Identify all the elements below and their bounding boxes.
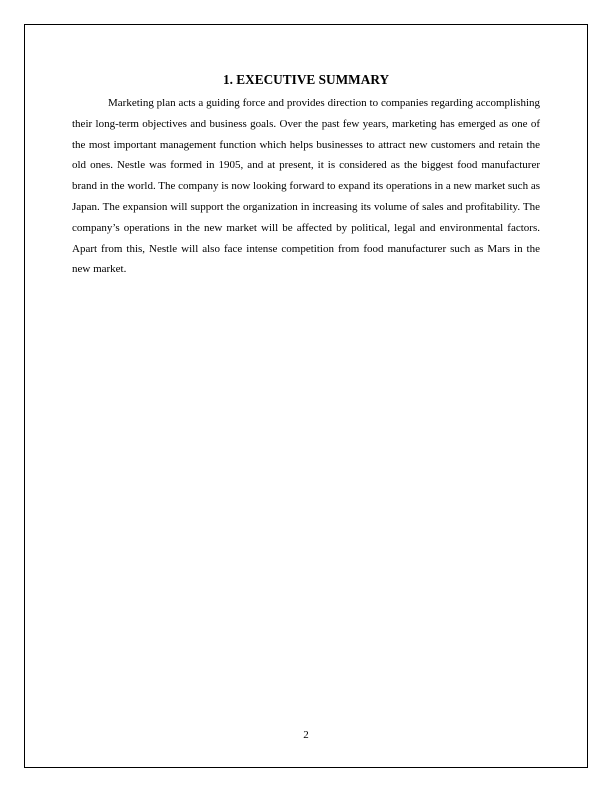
section-heading: 1. EXECUTIVE SUMMARY xyxy=(222,72,390,87)
page-number: 2 xyxy=(303,729,309,741)
executive-summary-paragraph: Marketing plan acts a guiding force and provides direction to companies regarding accomplishing their long-term objectives and business goals. Over the past few years, marketing has emerged as one of the most important management function which helps businesses to attract new customers and retain the old ones. Nestle was formed in 1905, and at present, it is considered as the biggest food manufacturer brand in the world. The company is now looking forward to expand its operations in a new market such as Japan. The expansion will support the organization in increasing its volume of sales and profitability. The company’s operations in the new market will be affected by political, legal and environmental factors. Apart from this, Nestle will also face intense competition from food manufacturer such as Mars in the new market. xyxy=(72,97,540,276)
